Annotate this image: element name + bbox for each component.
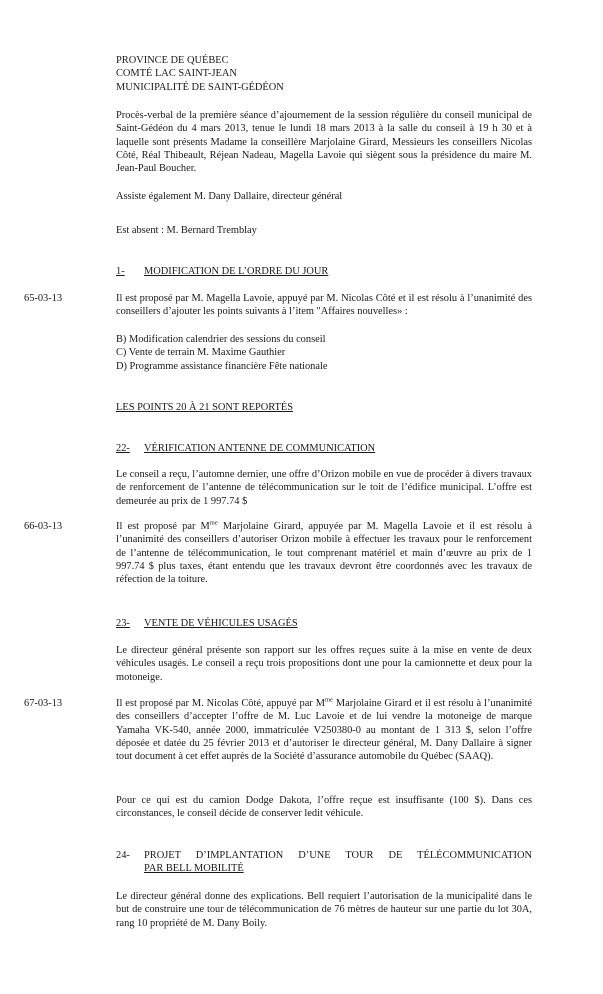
section-22-paragraph: Le conseil a reçu, l’automne dernier, une offre d’Orizon mobile en vue de procéder à divers travaux de renforcement de l’antenne de télécommunication sur le toit de l’édifice municipal. L’offre est demeurée au prix de 1 997.74 $ bbox=[116, 469, 532, 507]
section-24-paragraph: Le directeur général donne des explications. Bell requiert l’autorisation de la municipalité dans le but de construire une tour de télécommunication de 76 mètres de hauteur sur une partie du lot 30A, rang 10 propriété de M. Dany Boily. bbox=[116, 891, 532, 929]
list-item: D) Programme assistance financière Fête nationale bbox=[116, 360, 328, 372]
resolution-number-67: 67-03-13 bbox=[24, 698, 63, 709]
header-county: COMTÉ LAC SAINT-JEAN bbox=[116, 68, 237, 80]
reported-points-line: LES POINTS 20 À 21 SONT REPORTÉS bbox=[116, 402, 294, 413]
section-23-resolution-text: Il est proposé par M. Nicolas Côté, appuyé par $M^{me}$ Marjolaine Girard et il est résolu à l’unanimité des conseillers d’accepter l’offre de M. Luc Lavoie et de lui vendre la motoneige de marque Yamaha VK-540, année 2000, immatriculée V250380-0 au montant de 1 313 $, selon l’offre déposée et datée du 25 février 2013 et d’autoriser le directeur général, M. Dany Dallaire à signer tout document à cet effet auprès de la Société d’assurance automobile du Québec (SAAQ). bbox=[116, 696, 532, 763]
section-1-resolution-text: Il est proposé par M. Magella Lavoie, appuyé par M. Nicolas Côté et il est résolu à l’unanimité des conseillers d’ajouter les points suivants à l’item "Affaires nouvelles» : bbox=[116, 293, 532, 318]
section-22-title: VÉRIFICATION ANTENNE DE COMMUNICATION bbox=[144, 443, 376, 454]
section-1-item-list bbox=[116, 333, 532, 373]
dodge-paragraph: Pour ce qui est du camion Dodge Dakota, l’offre reçue est insuffisante (100 $). Dans ces circonstances, le conseil décide de conserver ledit véhicule. bbox=[116, 795, 532, 820]
section-23-number: 23- bbox=[116, 618, 130, 629]
header-municipality: MUNICIPALITÉ DE SAINT-GÉDÉON bbox=[116, 81, 284, 93]
list-item: C) Vente de terrain M. Maxime Gauthier bbox=[116, 347, 286, 359]
section-24-title-line2: PAR BELL MOBILITÉ bbox=[144, 863, 244, 875]
document-header bbox=[116, 54, 532, 94]
section-1-title: MODIFICATION DE L’ORDRE DU JOUR bbox=[144, 266, 329, 277]
list-item: B) Modification calendrier des sessions du conseil bbox=[116, 334, 326, 345]
section-1-heading bbox=[116, 265, 532, 278]
section-24-title-line1: PROJET D’IMPLANTATION D’UNE TOUR DE TÉLÉCOMMUNICATION bbox=[144, 850, 532, 861]
section-22-number: 22- bbox=[116, 443, 130, 454]
resolution-number-65: 65-03-13 bbox=[24, 293, 63, 304]
section-23-title: VENTE DE VÉHICULES USAGÉS bbox=[144, 618, 298, 629]
header-province: PROVINCE DE QUÉBEC bbox=[116, 55, 229, 66]
assiste-line: Assiste également M. Dany Dallaire, directeur général bbox=[116, 191, 343, 202]
section-24-heading bbox=[116, 849, 532, 876]
section-24-number: 24- bbox=[116, 850, 130, 861]
section-23-heading bbox=[116, 617, 532, 630]
intro-paragraph: Procès-verbal de la première séance d’ajournement de la session régulière du conseil municipal de Saint-Gédéon du 4 mars 2013, tenue le lundi 18 mars 2013 à la salle du conseil à 19 h 30 et à laquelle sont présents Madame la conseillère Marjolaine Girard, Messieurs les conseillers Nicolas Côté, Réal Thibeault, Réjean Nadeau, Magella Lavoie qui siègent sous la présidence du maire M. Jean-Paul Boucher. bbox=[116, 110, 532, 175]
section-22-heading bbox=[116, 442, 532, 455]
section-22-resolution-text: Il est proposé par $M^{me}$ Marjolaine Girard, appuyée par M. Magella Lavoie et il est résolu à l’unanimité des conseillers d’autoriser Orizon mobile à effectuer les travaux pour le renforcement de l’antenne de télécommunication, le tout comprenant matériel et main d’œuvre au prix de 1 997.74 $ plus taxes, étant entendu que les travaux devront être coordonnés avec les travaux de réfection de la toiture. bbox=[116, 519, 532, 586]
resolution-number-66: 66-03-13 bbox=[24, 521, 63, 532]
absent-line: Est absent : M. Bernard Tremblay bbox=[116, 225, 257, 236]
section-1-number: 1- bbox=[116, 266, 125, 277]
section-23-paragraph: Le directeur général présente son rapport sur les offres reçues suite à la mise en vente de deux véhicules usagés. Le conseil a reçu trois propositions dont une pour la camionnette et deux pour la motoneige. bbox=[116, 645, 532, 683]
